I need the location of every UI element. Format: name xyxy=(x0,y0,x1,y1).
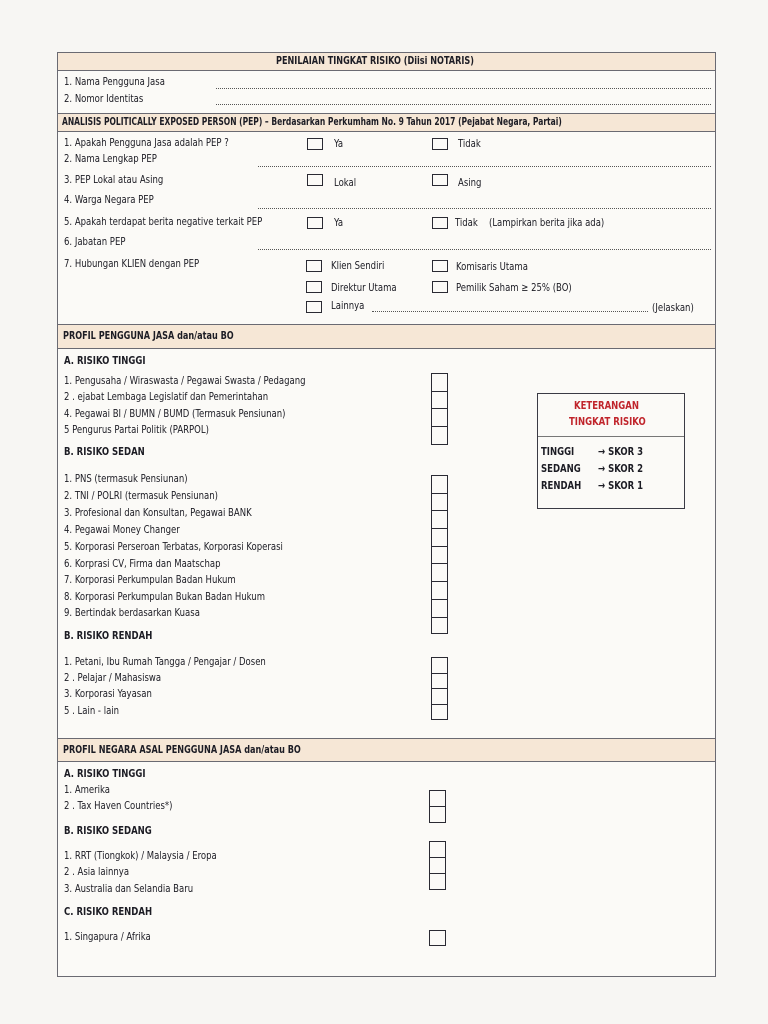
profil-tinggi-item: 2 . ejabat Lembaga Legislatif dan Pemerintahan xyxy=(64,390,269,403)
pep-q3-asing-label: Asing xyxy=(458,176,482,189)
pep-q2-label: 2. Nama Lengkap PEP xyxy=(64,152,157,165)
pep-q6-label: 6. Jabatan PEP xyxy=(64,235,126,248)
pep-q4-label: 4. Warga Negara PEP xyxy=(64,193,154,206)
profil-rendah-item: 2 . Pelajar / Mahasiswa xyxy=(64,671,162,684)
pep-q5-ya-checkbox[interactable] xyxy=(307,217,323,229)
profil-sedang-item: 8. Korporasi Perkumpulan Bukan Badan Hukum xyxy=(64,590,265,603)
legend-sedang-value: → SKOR 2 xyxy=(598,462,644,475)
pep-q7-klien-sendiri-label: Klien Sendiri xyxy=(331,259,385,272)
pep-q7-pemilik-saham-checkbox[interactable] xyxy=(432,281,448,293)
negara-tinggi-item: 2 . Tax Haven Countries*) xyxy=(64,799,173,812)
pep-q7-komisaris-label: Komisaris Utama xyxy=(456,260,528,273)
negara-header-text: PROFIL NEGARA ASAL PENGGUNA JASA dan/atau BO xyxy=(63,744,301,756)
legend-title-line1: KETERANGAN xyxy=(574,399,639,412)
pep-q5-tidak-checkbox[interactable] xyxy=(432,217,448,229)
profil-rendah-item: 5 . Lain - lain xyxy=(64,704,120,717)
legend-title-line2: TINGKAT RISIKO xyxy=(569,415,646,428)
pep-q1-ya-label: Ya xyxy=(334,137,344,150)
pep-section-header xyxy=(58,113,715,132)
profil-tinggi-item: 1. Pengusaha / Wiraswasta / Pegawai Swasta / Pedagang xyxy=(64,374,306,387)
nama-pengguna-label: 1. Nama Pengguna Jasa xyxy=(64,75,165,88)
pep-q7-direktur-checkbox[interactable] xyxy=(306,281,322,293)
pep-q7-lainnya-field[interactable] xyxy=(372,311,648,312)
pep-q7-klien-sendiri-checkbox[interactable] xyxy=(306,260,322,272)
legend-sedang-label: SEDANG xyxy=(541,462,581,475)
legend-rendah-value: → SKOR 1 xyxy=(598,479,644,492)
pep-q5-label: 5. Apakah terdapat berita negative terkait PEP xyxy=(64,215,263,228)
negara-section-header xyxy=(58,738,715,762)
form-title-bar xyxy=(58,53,715,71)
profil-section-header xyxy=(58,324,715,349)
pep-q7-pemilik-saham-label: Pemilik Saham ≥ 25% (BO) xyxy=(456,281,572,294)
pep-q7-komisaris-checkbox[interactable] xyxy=(432,260,448,272)
pep-q1-tidak-checkbox[interactable] xyxy=(432,138,448,150)
pep-header-text: ANALISIS POLITICALLY EXPOSED PERSON (PEP) – Berdasarkan Perkumham No. 9 Tahun 2017 (Pejabat Negara, Partai) xyxy=(62,116,562,128)
pep-q1-tidak-label: Tidak xyxy=(458,137,481,150)
form-title: PENILAIAN TINGKAT RISIKO (Diisi NOTARIS) xyxy=(276,55,474,67)
pep-q3-asing-checkbox[interactable] xyxy=(432,174,448,186)
negara-rendah-checkbox[interactable] xyxy=(429,930,446,946)
negara-sedang-item: 3. Australia dan Selandia Baru xyxy=(64,882,194,895)
negara-rendah-item: 1. Singapura / Afrika xyxy=(64,930,151,943)
nomor-identitas-field[interactable] xyxy=(216,104,711,105)
negara-tinggi-title: A. RISIKO TINGGI xyxy=(64,767,146,780)
negara-sedang-checkbox-column[interactable] xyxy=(429,841,446,890)
pep-q5-note: (Lampirkan berita jika ada) xyxy=(489,216,605,229)
profil-sedang-item: 2. TNI / POLRI (termasuk Pensiunan) xyxy=(64,489,218,502)
risk-level-legend xyxy=(537,393,685,509)
legend-tinggi-label: TINGGI xyxy=(541,445,575,458)
negara-tinggi-item: 1. Amerika xyxy=(64,783,111,796)
pep-q2-field[interactable] xyxy=(258,166,711,167)
profil-tinggi-checkbox-column[interactable] xyxy=(431,373,448,445)
negara-sedang-title: B. RISIKO SEDANG xyxy=(64,824,152,837)
pep-q1-label: 1. Apakah Pengguna Jasa adalah PEP ? xyxy=(64,136,229,149)
pep-q5-ya-label: Ya xyxy=(334,216,344,229)
pep-q5-tidak-label: Tidak xyxy=(455,216,478,229)
legend-tinggi-value: → SKOR 3 xyxy=(598,445,644,458)
legend-rendah-label: RENDAH xyxy=(541,479,582,492)
profil-tinggi-item: 5 Pengurus Partai Politik (PARPOL) xyxy=(64,423,209,436)
pep-q7-direktur-label: Direktur Utama xyxy=(331,281,397,294)
profil-sedang-item: 4. Pegawai Money Changer xyxy=(64,523,180,536)
negara-rendah-title: C. RISIKO RENDAH xyxy=(64,905,153,918)
profil-header-text: PROFIL PENGGUNA JASA dan/atau BO xyxy=(63,330,234,342)
pep-q7-lainnya-checkbox[interactable] xyxy=(306,301,322,313)
profil-tinggi-title: A. RISIKO TINGGI xyxy=(64,354,146,367)
pep-q4-field[interactable] xyxy=(258,208,711,209)
pep-q3-lokal-checkbox[interactable] xyxy=(307,174,323,186)
risk-assessment-form xyxy=(57,52,716,977)
profil-rendah-checkbox-column[interactable] xyxy=(431,657,448,720)
profil-tinggi-item: 4. Pegawai BI / BUMN / BUMD (Termasuk Pensiunan) xyxy=(64,407,286,420)
pep-q7-lainnya-label: Lainnya xyxy=(331,299,365,312)
legend-divider xyxy=(538,436,684,437)
profil-rendah-item: 3. Korporasi Yayasan xyxy=(64,687,152,700)
pep-q3-label: 3. PEP Lokal atau Asing xyxy=(64,173,164,186)
profil-sedang-item: 9. Bertindak berdasarkan Kuasa xyxy=(64,606,200,619)
negara-sedang-item: 2 . Asia lainnya xyxy=(64,865,130,878)
nama-pengguna-field[interactable] xyxy=(216,88,711,89)
profil-rendah-item: 1. Petani, Ibu Rumah Tangga / Pengajar / Dosen xyxy=(64,655,266,668)
pep-q7-label: 7. Hubungan KLIEN dengan PEP xyxy=(64,257,200,270)
profil-sedang-title: B. RISIKO SEDAN xyxy=(64,445,145,458)
profil-sedang-item: 1. PNS (termasuk Pensiunan) xyxy=(64,472,188,485)
pep-q1-ya-checkbox[interactable] xyxy=(307,138,323,150)
profil-sedang-item: 6. Korprasi CV, Firma dan Maatschap xyxy=(64,557,221,570)
negara-sedang-item: 1. RRT (Tiongkok) / Malaysia / Eropa xyxy=(64,849,217,862)
pep-q7-jelaskan: (Jelaskan) xyxy=(652,301,694,314)
profil-sedang-item: 5. Korporasi Perseroan Terbatas, Korporasi Koperasi xyxy=(64,540,283,553)
profil-rendah-title: B. RISIKO RENDAH xyxy=(64,629,153,642)
pep-q3-lokal-label: Lokal xyxy=(334,176,357,189)
nomor-identitas-label: 2. Nomor Identitas xyxy=(64,92,144,105)
profil-sedang-item: 3. Profesional dan Konsultan, Pegawai BANK xyxy=(64,506,252,519)
profil-sedang-checkbox-column[interactable] xyxy=(431,475,448,634)
negara-tinggi-checkbox-column[interactable] xyxy=(429,790,446,823)
pep-q6-field[interactable] xyxy=(258,249,711,250)
profil-sedang-item: 7. Korporasi Perkumpulan Badan Hukum xyxy=(64,573,236,586)
